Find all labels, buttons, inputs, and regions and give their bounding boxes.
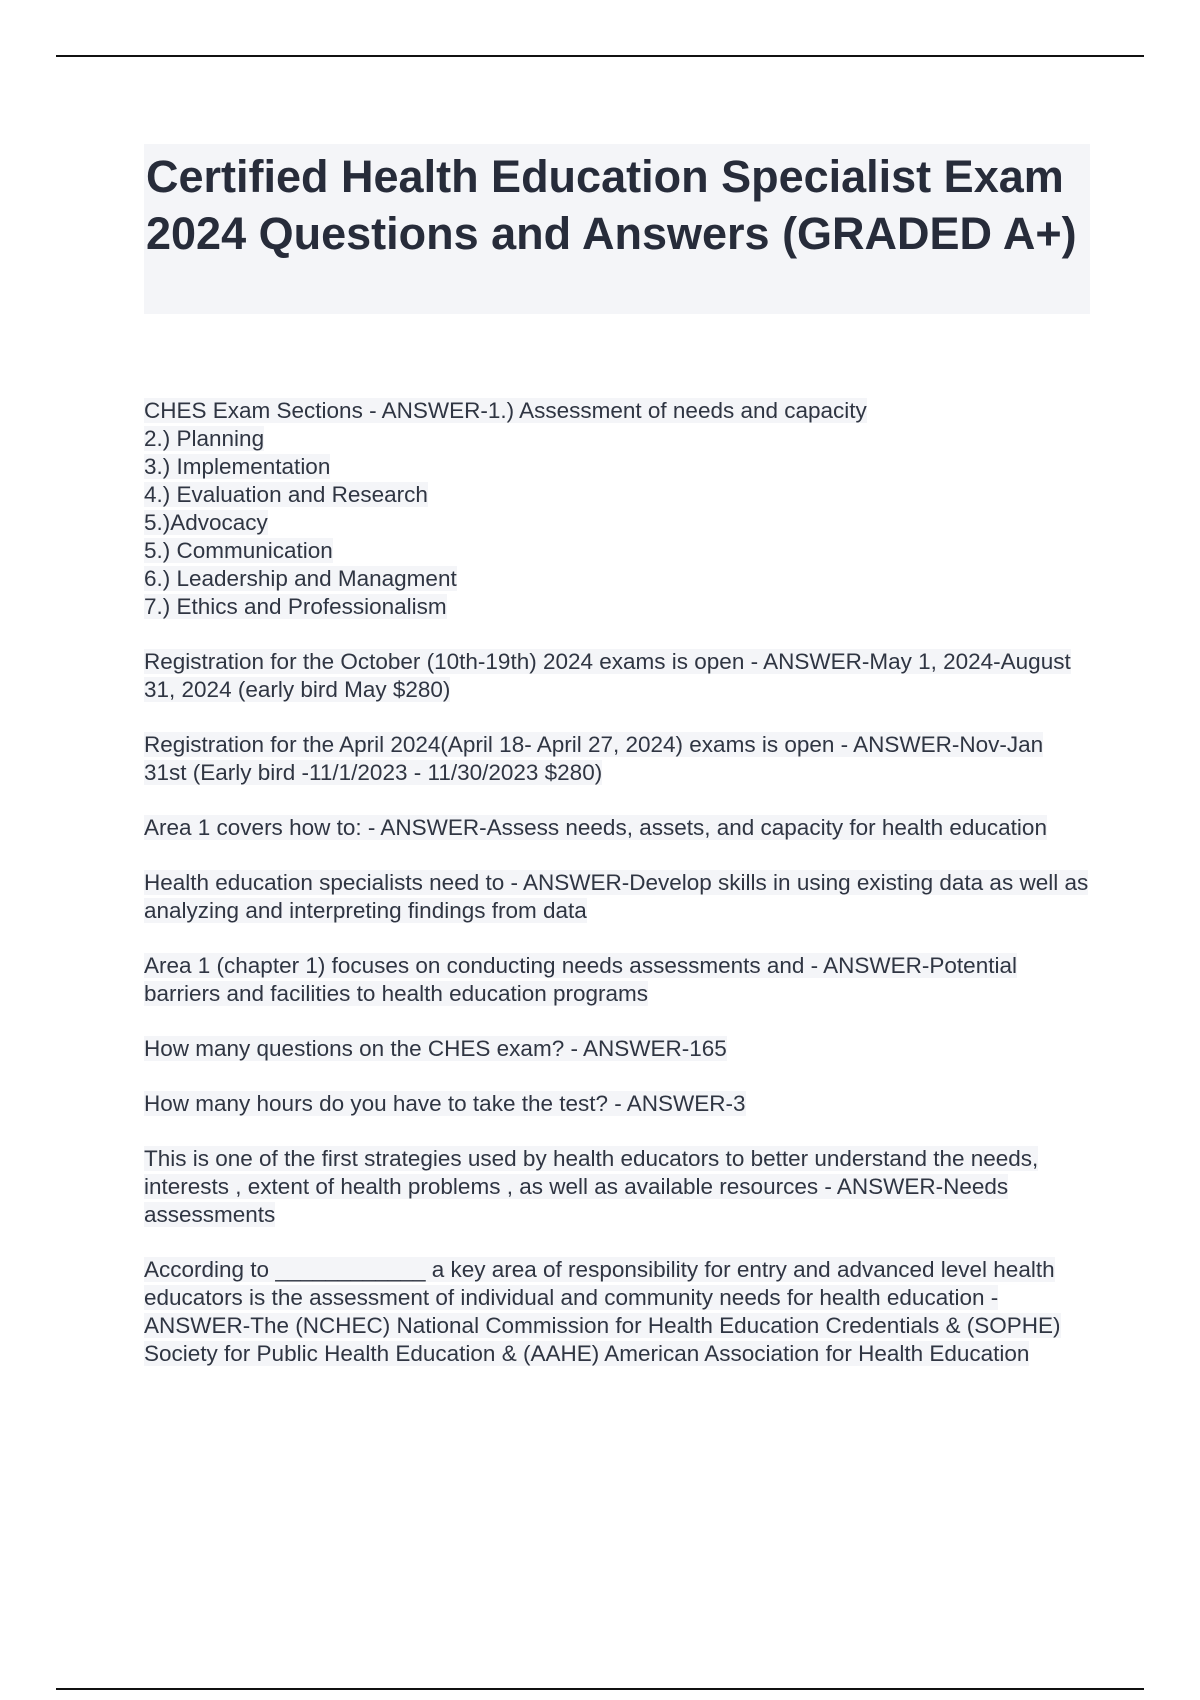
answer-separator: - ANSWER- (744, 649, 870, 674)
answer-separator: - ANSWER- (144, 1285, 999, 1338)
list-item: 5.) Communication (144, 538, 333, 563)
qa-item (144, 814, 1090, 842)
answer-text: Needs assessments (144, 1174, 1009, 1227)
qa-item (144, 1256, 1090, 1368)
answer-text: Potential barriers and facilities to health education programs (144, 953, 1017, 1006)
qa-item (144, 952, 1090, 1008)
answer-text: Assess needs, assets, and capacity for health education (486, 815, 1047, 840)
answer-text: The (NCHEC) National Commission for Health Education Credentials & (SOPHE) Society for Public Health Education & (AAHE) American Association for Health Education (144, 1313, 1061, 1366)
answer-text: 165 (689, 1036, 727, 1061)
list-item: 5.)Advocacy (144, 510, 268, 535)
list-item: 4.) Evaluation and Research (144, 482, 428, 507)
question-text: According to ____________ a key area of responsibility for entry and advanced level health educators is the assessment of individual and community needs for health education (144, 1257, 1055, 1310)
answer-text: Nov-Jan 31st (Early bird -11/1/2023 - 11/30/2023 $280) (144, 732, 1044, 785)
qa-item-sections (144, 397, 1090, 621)
question-text: This is one of the first strategies used by health educators to better understand the needs, interests , extent of health problems , as well as available resources (144, 1146, 1039, 1199)
answer-separator: - ANSWER- (362, 398, 488, 423)
answer-separator: - ANSWER- (504, 870, 630, 895)
list-item: 6.) Leadership and Managment (144, 566, 457, 591)
question-text: CHES Exam Sections (144, 398, 363, 423)
question-text: Registration for the October (10th-19th) 2024 exams is open (144, 649, 745, 674)
question-text: How many questions on the CHES exam? (144, 1036, 565, 1061)
question-text: Registration for the April 2024(April 18- April 27, 2024) exams is open (144, 732, 835, 757)
qa-item (144, 1035, 1090, 1063)
answer-separator: - ANSWER- (818, 1174, 944, 1199)
answer-separator: - ANSWER- (804, 953, 930, 978)
question-text: Area 1 covers how to: (144, 815, 362, 840)
list-item: 2.) Planning (144, 426, 265, 451)
answer-text: May 1, 2024-August 31, 2024 (early bird May $280) (144, 649, 1071, 702)
answer-separator: - ANSWER- (608, 1091, 734, 1116)
question-text: Area 1 (chapter 1) focuses on conducting needs assessments and (144, 953, 805, 978)
sections-list (144, 425, 1090, 621)
qa-item (144, 869, 1090, 925)
document-title: Certified Health Education Specialist Exam 2024 Questions and Answers (GRADED A+) (146, 151, 1077, 259)
list-item: 7.) Ethics and Professionalism (144, 594, 447, 619)
answer-text: 3 (733, 1091, 746, 1116)
answer-text: 1.) Assessment of needs and capacity (487, 398, 867, 423)
answer-separator: - ANSWER- (361, 815, 487, 840)
answer-separator: - ANSWER- (564, 1036, 690, 1061)
question-text: How many hours do you have to take the test? (144, 1091, 609, 1116)
qa-content (144, 397, 1090, 1395)
answer-separator: - ANSWER- (834, 732, 960, 757)
answer-text: Develop skills in using existing data as well as analyzing and interpreting findings from data (144, 870, 1089, 923)
footer-rule (56, 1688, 1144, 1690)
qa-text (144, 398, 867, 423)
qa-item (144, 731, 1090, 787)
qa-item (144, 1145, 1090, 1229)
title-block (144, 144, 1090, 314)
header-rule (56, 55, 1144, 57)
question-text: Health education specialists need to (144, 870, 505, 895)
list-item: 3.) Implementation (144, 454, 331, 479)
qa-item (144, 1090, 1090, 1118)
qa-item (144, 648, 1090, 704)
